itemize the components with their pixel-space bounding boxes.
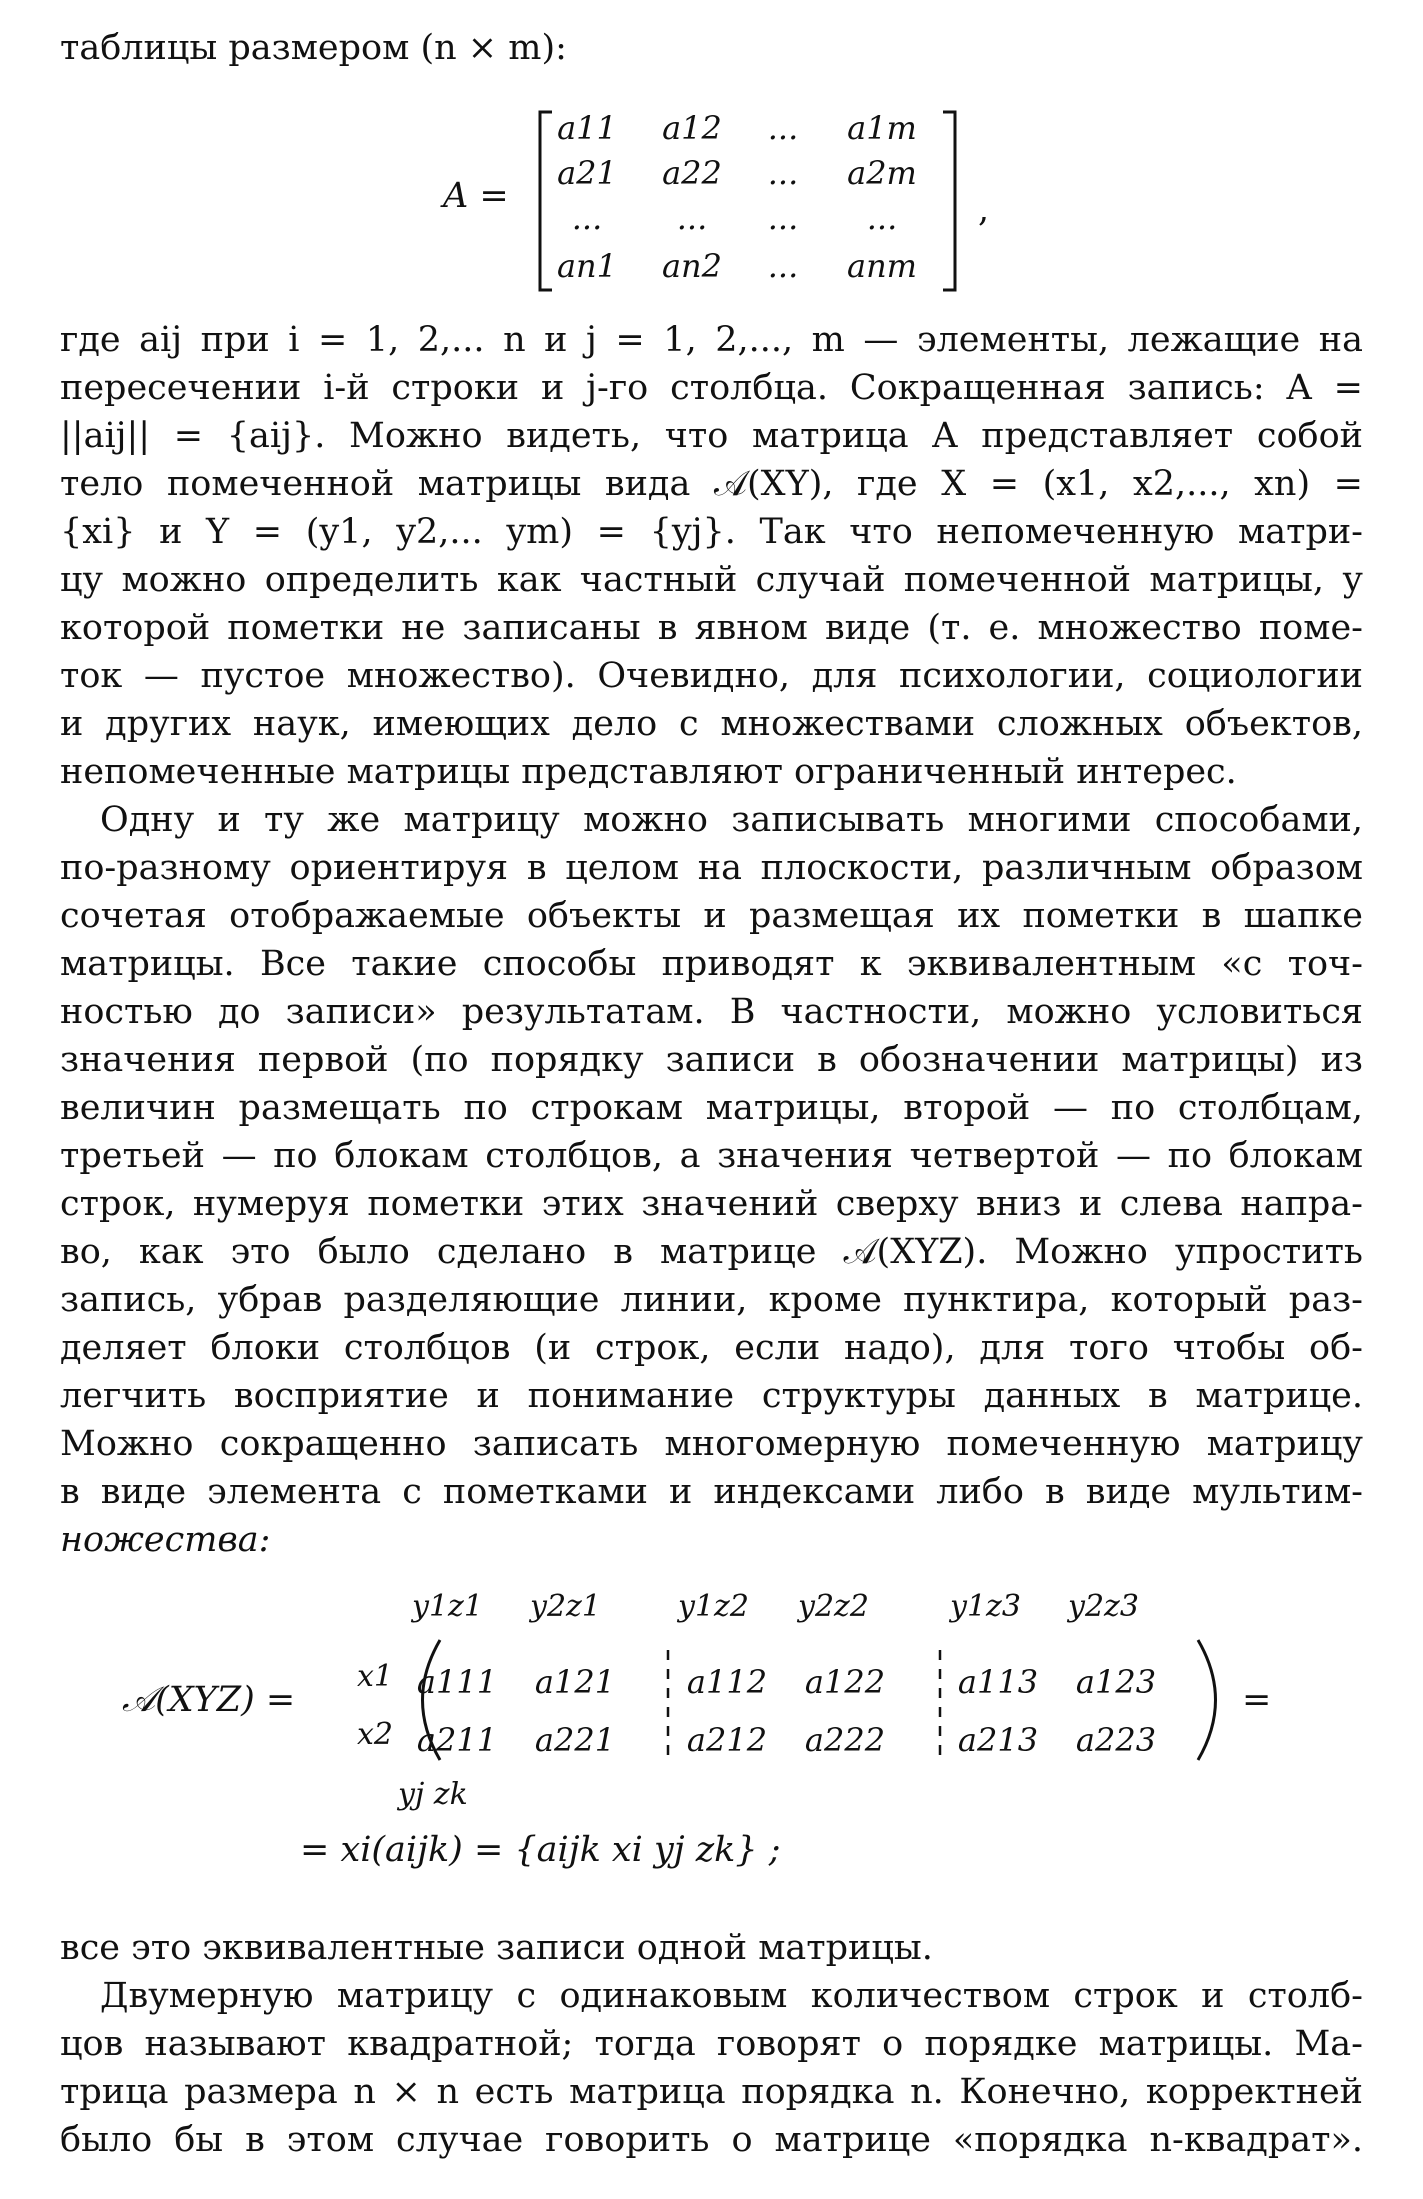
column-label: y1z2 bbox=[678, 1589, 749, 1624]
text-line: Двумерную матрицу с одинаковым количеством строк и столб- bbox=[100, 1976, 1363, 2016]
text-line: матрицы. Все такие способы приводят к эквивалентным «с точ- bbox=[60, 944, 1363, 984]
matrix-axyz-cell: a122 bbox=[804, 1663, 886, 1701]
matrix-a-cell: a2m bbox=[847, 154, 917, 192]
text-line: ностью до записи» результатам. В частности, можно условиться bbox=[60, 992, 1363, 1032]
text-line: Можно сокращенно записать многомерную помеченную матрицу bbox=[60, 1424, 1363, 1464]
matrix-axyz-cell: a213 bbox=[957, 1721, 1039, 1759]
text-line: легчить восприятие и понимание структуры данных в матрице. bbox=[60, 1376, 1363, 1416]
matrix-a-cell: ... bbox=[767, 199, 799, 237]
text-line: запись, убрав разделяющие линии, кроме пунктира, который раз- bbox=[60, 1280, 1363, 1320]
text-line: которой пометки не записаны в явном виде (т. е. множество поме- bbox=[60, 608, 1363, 648]
text-line: деляет блоки столбцов (и строк, если надо), для того чтобы об- bbox=[60, 1328, 1363, 1368]
matrix-a-lhs: A = bbox=[443, 176, 509, 216]
matrix-axyz-cell: a212 bbox=[686, 1721, 768, 1759]
text-line: третьей — по блокам столбцов, а значения четвертой — по блокам bbox=[60, 1136, 1363, 1176]
matrix-axyz-cell: a221 bbox=[534, 1721, 616, 1759]
matrix-axyz-lhs: 𝒜(XYZ) = bbox=[122, 1680, 296, 1720]
text-line: в виде элемента с пометками и индексами либо в виде мультим- bbox=[60, 1472, 1363, 1512]
text-line: Одну и ту же матрицу можно записывать многими способами, bbox=[100, 800, 1363, 840]
column-label: y2z3 bbox=[1068, 1589, 1139, 1624]
second-line-label: yj zk bbox=[398, 1777, 468, 1812]
text-line: {xi} и Y = (y1, y2,... ym) = {yj}. Так что непомеченную матри- bbox=[60, 512, 1363, 552]
text-line: цу можно определить как частный случай помеченной матрицы, у bbox=[60, 560, 1363, 600]
text-line: по-разному ориентируя в целом на плоскости, различным образом bbox=[60, 848, 1363, 888]
matrix-a-cell: a1m bbox=[847, 109, 917, 147]
matrix-axyz-cell: a211 bbox=[416, 1721, 498, 1759]
matrix-a-cell: a12 bbox=[662, 109, 722, 147]
text-line: где aij при i = 1, 2,... n и j = 1, 2,..., m — элементы, лежащие на bbox=[60, 320, 1363, 360]
matrix-a-cell: a21 bbox=[557, 154, 617, 192]
text-line: трица размера n × n есть матрица порядка n. Конечно, корректней bbox=[60, 2072, 1363, 2112]
matrix-a-comma: , bbox=[978, 190, 990, 230]
matrix-a-cell: a22 bbox=[662, 154, 722, 192]
matrix-axyz-cell: a222 bbox=[804, 1721, 886, 1759]
text-line: сочетая отображаемые объекты и размещая их пометки в шапке bbox=[60, 896, 1363, 936]
row-label: x2 bbox=[357, 1717, 394, 1752]
matrix-axyz-cell: a121 bbox=[534, 1663, 616, 1701]
matrix-a-cell: an1 bbox=[556, 247, 618, 285]
text-line: и других наук, имеющих дело с множествами сложных объектов, bbox=[60, 704, 1363, 744]
text-line: непомеченные матрицы представляют ограниченный интерес. bbox=[60, 752, 1237, 792]
text-line: величин размещать по строкам матрицы, второй — по столбцам, bbox=[60, 1088, 1363, 1128]
text-line: строк, нумеруя пометки этих значений сверху вниз и слева напра- bbox=[60, 1184, 1363, 1224]
matrix-a-cell: ... bbox=[767, 247, 799, 285]
text-line: во, как это было сделано в матрице 𝒜(XYZ). Можно упростить bbox=[60, 1232, 1363, 1272]
text-line: таблицы размером (n × m): bbox=[60, 28, 567, 68]
text-line: ножества: bbox=[60, 1520, 271, 1560]
matrix-a-cell: ... bbox=[571, 199, 603, 237]
column-label: y1z1 bbox=[412, 1589, 483, 1624]
text-line: все это эквивалентные записи одной матрицы. bbox=[60, 1928, 933, 1968]
matrix-axyz-cell: a113 bbox=[957, 1663, 1039, 1701]
matrix-axyz-cell: a112 bbox=[686, 1663, 768, 1701]
text-line: пересечении i-й строки и j-го столбца. Сокращенная запись: A = bbox=[60, 368, 1363, 408]
matrix-axyz-short-form: = xi(aijk) = {aijk xi yj zk} ; bbox=[300, 1830, 781, 1870]
matrix-a-cell: ... bbox=[767, 154, 799, 192]
matrix-axyz-cell: a123 bbox=[1075, 1663, 1157, 1701]
matrix-a-cell: ... bbox=[866, 199, 898, 237]
matrix-axyz-rhs: = bbox=[1242, 1680, 1272, 1720]
matrix-a-cell: anm bbox=[846, 247, 918, 285]
text-line: тело помеченной матрицы вида 𝒜(XY), где X = (x1, x2,..., xn) = bbox=[60, 464, 1363, 504]
matrix-axyz-cell: a111 bbox=[416, 1663, 498, 1701]
text-line: было бы в этом случае говорить о матрице «порядка n-квадрат». bbox=[60, 2120, 1363, 2160]
column-label: y2z2 bbox=[798, 1589, 869, 1624]
text-line: значения первой (по порядку записи в обозначении матрицы) из bbox=[60, 1040, 1363, 1080]
matrix-a-cell: ... bbox=[676, 199, 708, 237]
text-line: ток — пустое множество). Очевидно, для психологии, социологии bbox=[60, 656, 1363, 696]
matrix-a-cell: an2 bbox=[661, 247, 723, 285]
matrix-a-cell: a11 bbox=[557, 109, 617, 147]
matrix-axyz-cell: a223 bbox=[1075, 1721, 1157, 1759]
matrix-a-cell: ... bbox=[767, 109, 799, 147]
text-line: цов называют квадратной; тогда говорят о порядке матрицы. Ма- bbox=[60, 2024, 1363, 2064]
column-label: y2z1 bbox=[530, 1589, 601, 1624]
column-label: y1z3 bbox=[950, 1589, 1021, 1624]
text-line: ||aij|| = {aij}. Можно видеть, что матрица A представляет собой bbox=[60, 416, 1363, 456]
row-label: x1 bbox=[357, 1659, 394, 1694]
